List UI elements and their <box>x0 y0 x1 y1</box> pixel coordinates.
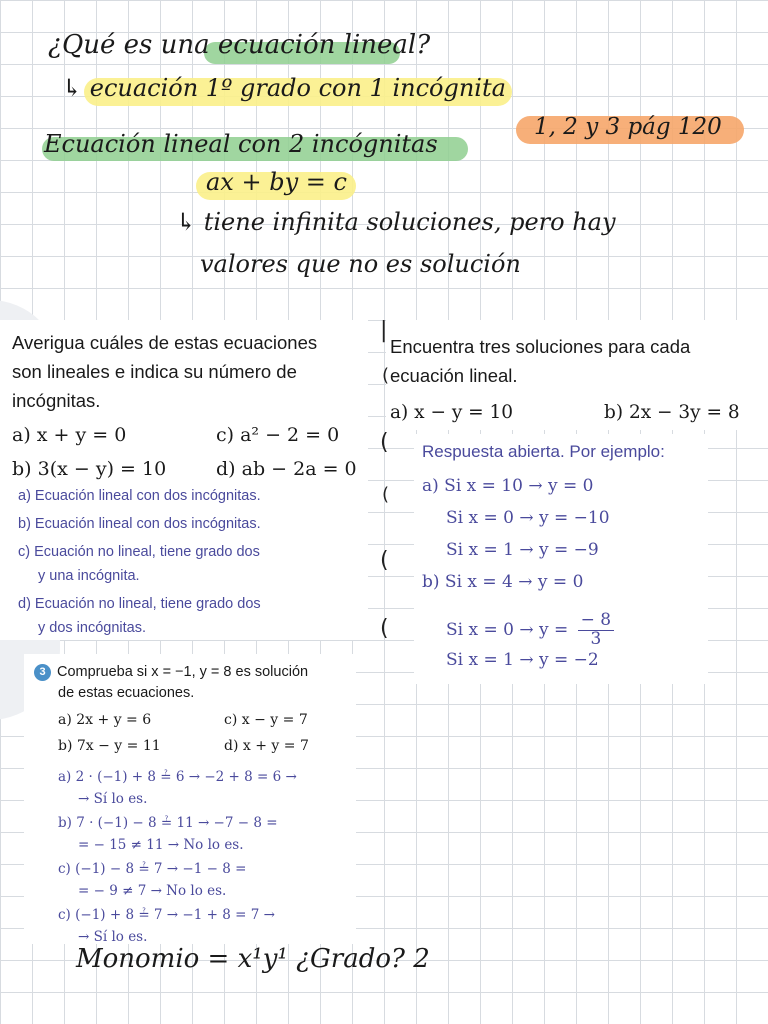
hand-tick: | <box>380 318 388 343</box>
item-expr: ab − 2a = 0 <box>241 458 357 480</box>
ex1-item-a <box>12 424 126 446</box>
ex3-solution-line: → Sí lo es. <box>78 791 148 807</box>
ex3-statement <box>34 662 308 704</box>
ex1-statement <box>12 328 317 415</box>
note-infinite: ↳ tiene infinita soluciones, pero hay <box>176 208 616 236</box>
ex2-item-a: a) x − y = 10 <box>390 402 514 423</box>
fraction-numerator: − 8 <box>578 612 614 631</box>
ex1-statement-line: Averigua cuáles de estas ecuaciones <box>12 332 318 353</box>
item-expr: a² − 2 = 0 <box>240 424 340 446</box>
ex3-item-b: b) 7x − y = 11 <box>58 738 161 754</box>
hand-tick: ( <box>380 548 389 573</box>
ex3-solution-line: b) 7 · (−1) − 8 ≟ 11 → −7 − 8 = <box>58 815 278 831</box>
ex1-solution-line: y una incógnita. <box>38 568 140 584</box>
exercise-1-card <box>0 320 368 640</box>
ex1-solution-line: y dos incógnitas. <box>38 620 147 636</box>
hand-tick: ( <box>382 365 390 386</box>
note-two-unknowns: Ecuación lineal con 2 incógnitas <box>44 130 438 158</box>
ex3-solution-line: c) (−1) − 8 ≟ 7 → −1 − 8 = <box>58 861 247 877</box>
ex3-solution-line: → Sí lo es. <box>78 929 148 945</box>
ex3-item-c: c) x − y = 7 <box>224 712 308 728</box>
note-homework: 1, 2 y 3 pág 120 <box>534 114 722 140</box>
ex2-b-row-1: b) Si x = 4 → y = 0 <box>422 572 584 592</box>
note-question: ¿Qué es una ecuación lineal? <box>48 30 431 60</box>
note-definition: ↳ ecuación 1º grado con 1 incógnita <box>62 74 506 102</box>
ex1-solution-line: d) Ecuación no lineal, tiene grado dos <box>18 596 261 612</box>
exercise-number-badge: 3 <box>34 664 51 681</box>
ex2-b-row-2-text: Si x = 0 → y = <box>446 619 569 640</box>
ex2-intro: Respuesta abierta. Por ejemplo: <box>422 442 665 461</box>
ex3-solution-line: = − 15 ≠ 11 → No lo es. <box>78 837 244 853</box>
item-label: d) <box>216 458 236 480</box>
exercise-2-header <box>386 320 768 430</box>
ex1-item-d <box>216 458 357 480</box>
item-label: b) <box>12 458 32 480</box>
ex3-statement-line: Comprueba si x = −1, y = 8 es solución <box>57 664 309 680</box>
hand-tick: ( <box>380 616 389 641</box>
ex3-solution-line: = − 9 ≠ 7 → No lo es. <box>78 883 227 899</box>
ex2-statement-line: ecuación lineal. <box>390 365 518 386</box>
ex3-item-a: a) 2x + y = 6 <box>58 712 152 728</box>
item-expr: 3(x − y) = 10 <box>37 458 167 480</box>
ex2-item-b: b) 2x − 3y = 8 <box>604 402 740 423</box>
item-label: a) <box>12 424 31 446</box>
ex1-solution-line: c) Ecuación no lineal, tiene grado dos <box>18 544 260 560</box>
item-label: c) <box>216 424 235 446</box>
ex1-solution-line: a) Ecuación lineal con dos incógnitas. <box>18 488 261 504</box>
ex1-statement-line: son lineales e indica su número de <box>12 361 297 382</box>
item-expr: x + y = 0 <box>36 424 127 446</box>
exercise-2-solution-card <box>414 434 708 684</box>
fraction-denominator: 3 <box>590 628 602 649</box>
ex3-solutions <box>58 766 297 948</box>
ex1-solution-line: b) Ecuación lineal con dos incógnitas. <box>18 516 261 532</box>
note-general-form: ax + by = c <box>206 168 347 196</box>
ex3-solution-line: c) (−1) + 8 ≟ 7 → −1 + 8 = 7 → <box>58 907 275 923</box>
ex2-statement-line: Encuentra tres soluciones para cada <box>390 336 691 357</box>
ex2-b-row-2 <box>446 612 614 649</box>
hand-tick: ( <box>382 484 390 505</box>
ex1-statement-line: incógnitas. <box>12 390 101 411</box>
ex2-statement <box>390 332 690 390</box>
ex2-a-row-2: Si x = 0 → y = −10 <box>446 508 610 528</box>
ex2-a-row-3: Si x = 1 → y = −9 <box>446 540 599 560</box>
ex3-item-d: d) x + y = 7 <box>224 738 309 754</box>
exercise-3-card <box>24 654 356 944</box>
ex1-item-b <box>12 458 166 480</box>
ex2-b-row-3: Si x = 1 → y = −2 <box>446 650 599 670</box>
note-monomio: Monomio = x¹y¹ ¿Grado? 2 <box>76 944 430 974</box>
ex2-a-row-1: a) Si x = 10 → y = 0 <box>422 476 594 496</box>
ex3-solution-line: a) 2 · (−1) + 8 ≟ 6 → −2 + 8 = 6 → <box>58 769 297 785</box>
ex2-fraction <box>578 612 614 649</box>
note-not-solution: valores que no es solución <box>200 250 521 278</box>
ex3-statement-line: de estas ecuaciones. <box>58 685 195 701</box>
ex1-item-c <box>216 424 339 446</box>
ex1-solutions <box>18 484 261 640</box>
hand-tick: ( <box>380 430 389 455</box>
